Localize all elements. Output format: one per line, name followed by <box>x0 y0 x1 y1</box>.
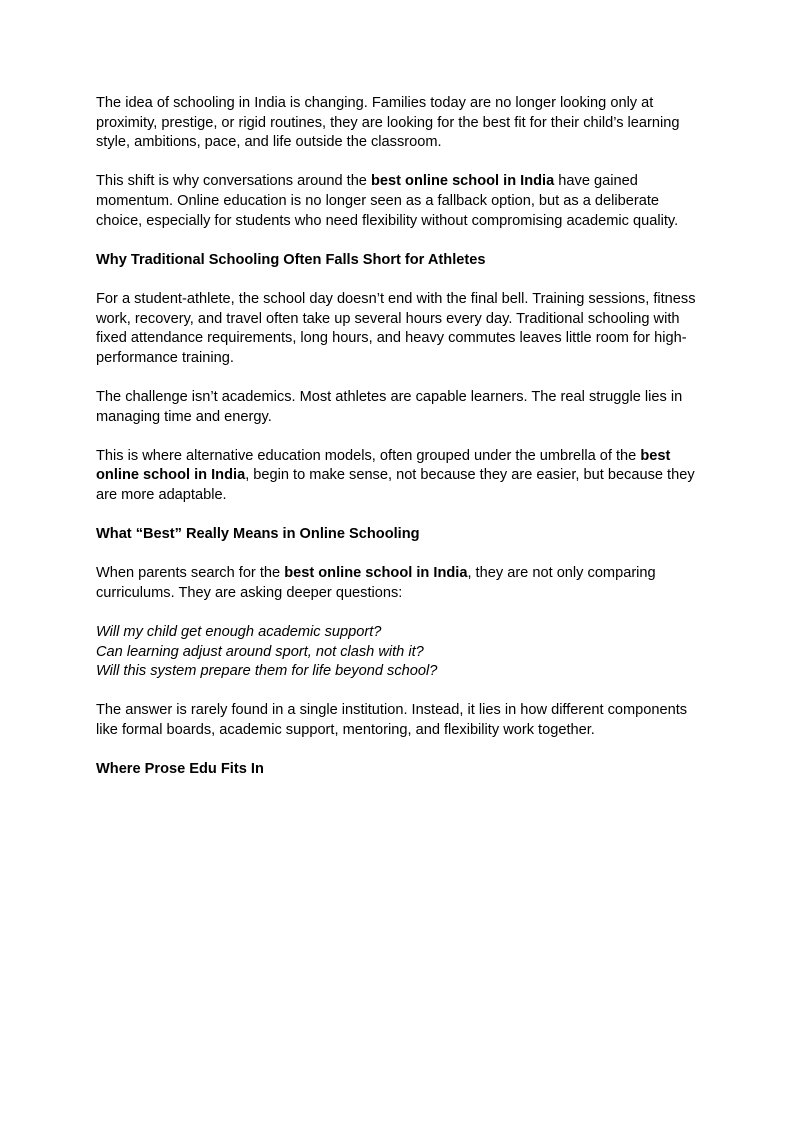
text-run: have gained momentum. Online education is no longer seen as a fallback option, but as a deliberate choice, especially for students who need flexibility without compromising academic quality. <box>96 173 679 229</box>
paragraph-intro: The idea of schooling in India is changing. Families today are no longer looking only at proximity, prestige, or rigid routines, they are looking for the best fit for their child’s learning style, ambitions, pace, and life outside the classroom. <box>96 95 680 151</box>
questions-block <box>96 623 696 682</box>
text-run: , they are not only comparing curriculums. They are asking deeper questions: <box>96 565 656 601</box>
question-item: Will this system prepare them for life beyond school? <box>96 663 438 680</box>
text-run: This shift is why conversations around the <box>96 173 371 190</box>
keyword-bold: best online school in India <box>96 447 671 484</box>
heading-athletes: Why Traditional Schooling Often Falls Short for Athletes <box>96 251 486 268</box>
keyword-bold: best online school in India <box>284 565 468 582</box>
paragraph-student-athlete: For a student-athlete, the school day doesn’t end with the final bell. Training sessions, fitness work, recovery, and travel often take up several hours every day. Traditional schooling with fixed attendance requirements, long hours, and heavy commutes leaves little room for high-performance training. <box>96 290 696 366</box>
paragraph-challenge: The challenge isn’t academics. Most athletes are capable learners. The real struggle lies in managing time and energy. <box>96 388 683 425</box>
text-run: This is where alternative education models, often grouped under the umbrella of the <box>96 447 641 464</box>
paragraph-parents-search <box>96 564 696 603</box>
question-item: Will my child get enough academic support? <box>96 624 382 641</box>
paragraph-shift <box>96 172 696 231</box>
paragraph-answer: The answer is rarely found in a single institution. Instead, it lies in how different components like formal boards, academic support, mentoring, and flexibility work together. <box>96 702 688 738</box>
heading-prose-edu: Where Prose Edu Fits In <box>96 761 264 778</box>
question-item: Can learning adjust around sport, not clash with it? <box>96 643 424 660</box>
paragraph-alternative <box>96 447 696 506</box>
heading-best-meaning: What “Best” Really Means in Online Schooling <box>96 526 420 543</box>
document-body <box>96 94 696 799</box>
text-run: When parents search for the <box>96 565 285 582</box>
text-run: , begin to make sense, not because they are easier, but because they are more adaptable. <box>96 467 695 503</box>
keyword-bold: best online school in India <box>370 173 555 190</box>
